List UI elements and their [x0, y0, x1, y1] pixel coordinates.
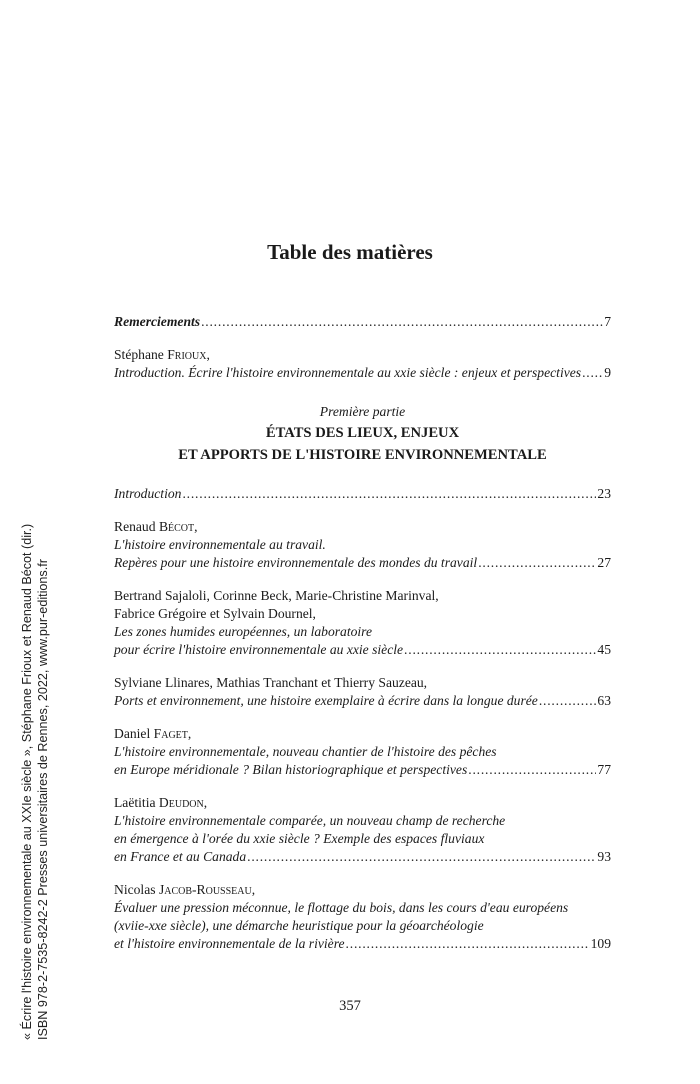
entry-title-line: L'histoire environnementale comparée, un nouveau champ de recherche — [114, 813, 506, 828]
part-label: Première partie — [319, 404, 406, 419]
author-last-name: Bécot — [158, 519, 195, 534]
author-line — [114, 794, 611, 812]
authors-line: Sylviane Llinares, Mathias Tranchant et Thierry Sauzeau, — [114, 675, 428, 690]
page-ref: 77 — [597, 762, 611, 777]
author-line — [114, 518, 611, 536]
copyright-line-1: « Écrire l'histoire environnementale au XXIe siècle », Stéphane Frioux et Renaud Bécot (dir.) — [20, 523, 34, 1040]
author-first-name: Laëtitia — [114, 795, 156, 810]
dot-leader — [478, 554, 596, 572]
dot-leader — [468, 761, 596, 779]
author-punct: , — [203, 795, 208, 810]
copyright-sidebar — [20, 480, 51, 1040]
author-last-name: Faget — [153, 726, 188, 741]
table-of-contents — [114, 313, 611, 953]
author-last-name: Deudon — [158, 795, 204, 810]
entry-title-line: Les zones humides européennes, un laboratoire — [114, 624, 373, 639]
page-ref: 9 — [604, 365, 611, 380]
part-title-line-1: ÉTATS DES LIEUX, ENJEUX — [265, 425, 460, 441]
author-first-name: Nicolas — [114, 882, 156, 897]
entry-title: Introduction. Écrire l'histoire environnementale au xxie siècle : enjeux et perspectives — [114, 365, 582, 380]
toc-entry-remerciements[interactable] — [114, 313, 611, 331]
authors-line: Bertrand Sajaloli, Corinne Beck, Marie-Christine Marinval, — [114, 588, 439, 603]
dot-leader — [247, 848, 596, 866]
author-line — [114, 725, 611, 743]
page-ref: 23 — [597, 486, 611, 501]
author-line — [114, 346, 611, 364]
author-first-name: Stéphane — [114, 347, 164, 362]
author-first-name: Renaud — [114, 519, 156, 534]
toc-entry-introduction-generale[interactable] — [114, 346, 611, 382]
entry-title-line: pour écrire l'histoire environnementale au xxie siècle — [114, 642, 404, 657]
toc-entry-part-introduction[interactable] — [114, 485, 611, 503]
entry-title-line: L'histoire environnementale au travail. — [114, 537, 326, 552]
toc-entry-deudon[interactable] — [114, 794, 611, 866]
entry-title-line: Évaluer une pression méconnue, le flottage du bois, dans les cours d'eau européens — [114, 900, 569, 915]
page-title: Table des matières — [267, 240, 433, 264]
page-ref: 63 — [597, 693, 611, 708]
part-title-line-2: ET APPORTS DE L'HISTOIRE ENVIRONNEMENTALE — [178, 447, 547, 463]
entry-title: Remerciements — [114, 314, 201, 329]
dot-leader — [404, 641, 596, 659]
copyright-line-2: ISBN 978-2-7535-8242-2 Presses universitaires de Rennes, 2022, www.pur-editions.fr — [35, 559, 50, 1040]
author-punct: , — [206, 347, 210, 362]
toc-entry-jacob-rousseau[interactable] — [114, 881, 611, 953]
toc-entry-faget[interactable] — [114, 725, 611, 779]
author-punct: , — [194, 519, 198, 534]
page-number: 357 — [339, 998, 361, 1014]
entry-title-line: Ports et environnement, une histoire exemplaire à écrire dans la longue durée — [114, 693, 538, 708]
dot-leader — [346, 935, 590, 953]
entry-title-line: (xviie-xxe siècle), une démarche heuristique pour la géoarchéologie — [114, 918, 484, 933]
dot-leader — [582, 364, 603, 382]
page-ref: 109 — [590, 936, 611, 951]
page-ref: 27 — [597, 555, 611, 570]
author-last-name: Jacob-Rousseau — [158, 882, 252, 897]
dot-leader — [201, 313, 603, 331]
entry-title-line: et l'histoire environnementale de la rivière — [114, 936, 345, 951]
entry-title-line: en Europe méridionale ? Bilan historiographique et perspectives — [114, 762, 468, 777]
entry-title-line: L'histoire environnementale, nouveau chantier de l'histoire des pêches — [114, 744, 497, 759]
part-heading — [114, 402, 611, 466]
page-ref: 45 — [597, 642, 611, 657]
page-ref: 93 — [597, 849, 611, 864]
page-ref: 7 — [604, 314, 611, 329]
entry-title-line: en émergence à l'orée du xxie siècle ? Exemple des espaces fluviaux — [114, 831, 485, 846]
author-line — [114, 881, 611, 899]
toc-entry-becot[interactable] — [114, 518, 611, 572]
authors-line: Fabrice Grégoire et Sylvain Dournel, — [114, 606, 316, 621]
dot-leader — [539, 692, 597, 710]
entry-title: Introduction — [114, 486, 182, 501]
author-punct: , — [251, 882, 256, 897]
author-first-name: Daniel — [114, 726, 151, 741]
entry-title-line: en France et au Canada — [114, 849, 247, 864]
dot-leader — [182, 485, 596, 503]
author-last-name: Frioux — [167, 347, 207, 362]
toc-entry-llinares[interactable] — [114, 674, 611, 710]
entry-title-line: Repères pour une histoire environnementale des mondes du travail — [114, 555, 478, 570]
author-punct: , — [187, 726, 192, 741]
toc-entry-sajaloli[interactable] — [114, 587, 611, 659]
